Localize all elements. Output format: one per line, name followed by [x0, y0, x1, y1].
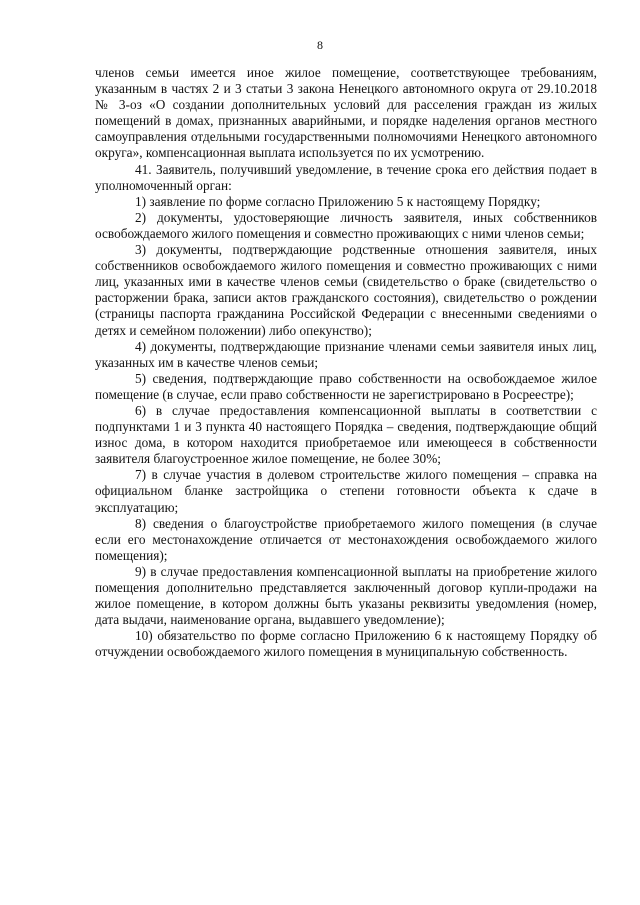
list-item-4: 4) документы, подтверждающие признание членами семьи заявителя иных лиц, указанных им в качестве членов семьи; — [95, 338, 597, 370]
list-item-1: 1) заявление по форме согласно Приложению 5 к настоящему Порядку; — [135, 193, 541, 209]
paragraph-continuation: членов семьи имеется иное жилое помещение, соответствующее требованиям, указанным в частях 2 и 3 статьи 3 закона Ненецкого автономного округа от 29.10.2018 № 3-оз «О создании дополнительных условий для расселения граждан из жилых помещений в домах, признанных аварийными, и порядке наделения органов местного самоуправления отдельными государственными полномочиями Ненецкого автономного округа», компенсационная выплата используется по их усмотрению. — [95, 65, 597, 161]
list-item-7: 7) в случае участия в долевом строительстве жилого помещения – справка на официальном бланке застройщика о степени готовности объекта к сдаче в эксплуатацию; — [95, 467, 597, 515]
list-item-9: 9) в случае предоставления компенсационной выплаты на приобретение жилого помещения дополнительно представляется заключенный договор купли-продажи на жилое помещение, в котором должны быть указаны реквизиты уведомления (номер, дата выдачи, наименование органа, выдавшего уведомление); — [95, 563, 597, 628]
document-body — [95, 65, 597, 660]
list-item-5: 5) сведения, подтверждающие право собственности на освобождаемое жилое помещение (в случае, если право собственности не зарегистрировано в Росреестре); — [95, 370, 597, 402]
list-item-6: 6) в случае предоставления компенсационной выплаты в соответствии с подпунктами 1 и 3 пункта 40 настоящего Порядка – сведения, подтверждающие общий износ дома, в котором находится приобретаемое или имеющееся в собственности заявителя благоустроенное жилое помещение, не более 30%; — [95, 402, 597, 467]
list-item-10: 10) обязательство по форме согласно Приложению 6 к настоящему Порядку об отчуждении освобождаемого жилого помещения в муниципальную собственность. — [95, 628, 597, 660]
paragraph-item-41: 41. Заявитель, получивший уведомление, в течение срока его действия подает в уполномоченный орган: — [95, 161, 597, 193]
list-item-3: 3) документы, подтверждающие родственные отношения заявителя, иных собственников освобождаемого жилого помещения и совместно проживающих с ними лиц, указанных ими в качестве членов семьи (свидетельство о браке (свидетельство о расторжении брака, записи актов гражданского состояния), свидетельство о рождении (страницы паспорта гражданина Российской Федерации с внесенными сведениями о детях и семейном положении) либо опекунство); — [95, 242, 597, 338]
list-item-2: 2) документы, удостоверяющие личность заявителя, иных собственников освобождаемого жилого помещения и совместно проживающих с ними членов семьи; — [95, 209, 597, 241]
list-item-8: 8) сведения о благоустройстве приобретаемого жилого помещения (в случае если его местонахождение отличается от местонахождения освобождаемого жилого помещения); — [95, 515, 597, 563]
page-number: 8 — [317, 38, 323, 52]
